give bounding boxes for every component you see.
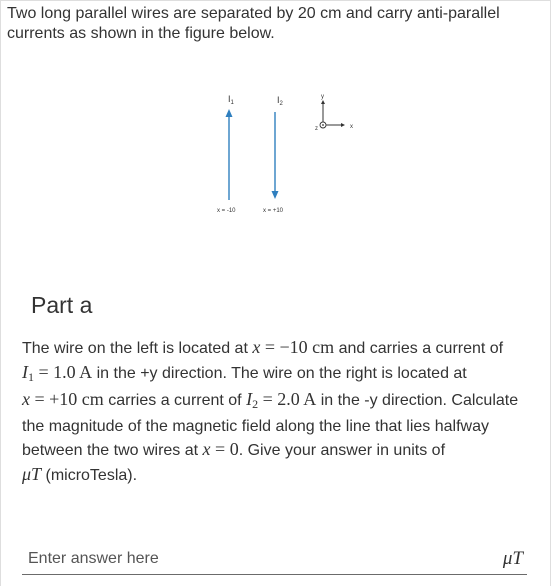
wires-figure [200, 88, 360, 220]
axis-z-label: z [315, 126, 318, 132]
problem-text [22, 336, 534, 488]
part-title: Part a [31, 292, 93, 318]
problem-text-segment: in the -y direction. Calculate the magnitude of the magnetic field along the line that lies halfway between the two wires at [22, 392, 519, 460]
problem-text-segment: The wire on the left is located at [22, 340, 253, 357]
math-x-variable: x [22, 389, 30, 410]
axis-y-label: y [321, 94, 324, 100]
problem-text-segment: . Give your answer in units of [238, 442, 446, 460]
math-x2-value: = +10 cm [30, 389, 104, 410]
math-x-variable: x [202, 439, 211, 460]
math-I2-variable: $I_2$ [246, 389, 259, 412]
math-I1-variable: $I_1$ [22, 361, 34, 384]
intro-text [7, 4, 543, 44]
math-x1-value: −10 cm [279, 337, 335, 357]
wire2-current-label: $I_2$ [277, 95, 283, 107]
math-equals: = [260, 337, 280, 357]
wire2-position-label: x = +10 [263, 208, 284, 214]
intro-line-2: currents as shown in the figure below. [7, 25, 275, 42]
axis-x-label: x [350, 124, 353, 130]
wires-diagram [200, 88, 360, 220]
math-x-variable: x [252, 337, 261, 357]
axis-y-arrow-icon [321, 100, 325, 104]
answer-unit-label: μT [502, 548, 523, 569]
wire1-arrow-up-icon [226, 109, 233, 117]
axis-z-out-dot-icon [322, 124, 324, 126]
problem-text-segment: and carries a current of [334, 340, 504, 357]
problem-text-segment: carries a current of [103, 392, 247, 410]
wire2-arrow-down-icon [272, 191, 279, 199]
math-I1-value: = 1.0 A [34, 361, 93, 382]
math-I2-value: = 2.0 A [258, 389, 317, 410]
axis-x-arrow-icon [341, 123, 345, 127]
wire1-position-label: x = -10 [217, 208, 236, 214]
problem-text-segment: in the +y direction. The wire on the right is located at [92, 364, 467, 382]
wire1-current-label: $I_1$ [228, 94, 234, 106]
answer-input[interactable] [28, 546, 468, 572]
math-unit: μT [22, 463, 42, 484]
math-x3-value: = 0 [210, 439, 239, 460]
problem-text-segment: (microTesla). [41, 466, 138, 484]
answer-row [22, 546, 527, 575]
intro-line-1: Two long parallel wires are separated by 20 cm and carry anti-parallel [7, 5, 500, 22]
